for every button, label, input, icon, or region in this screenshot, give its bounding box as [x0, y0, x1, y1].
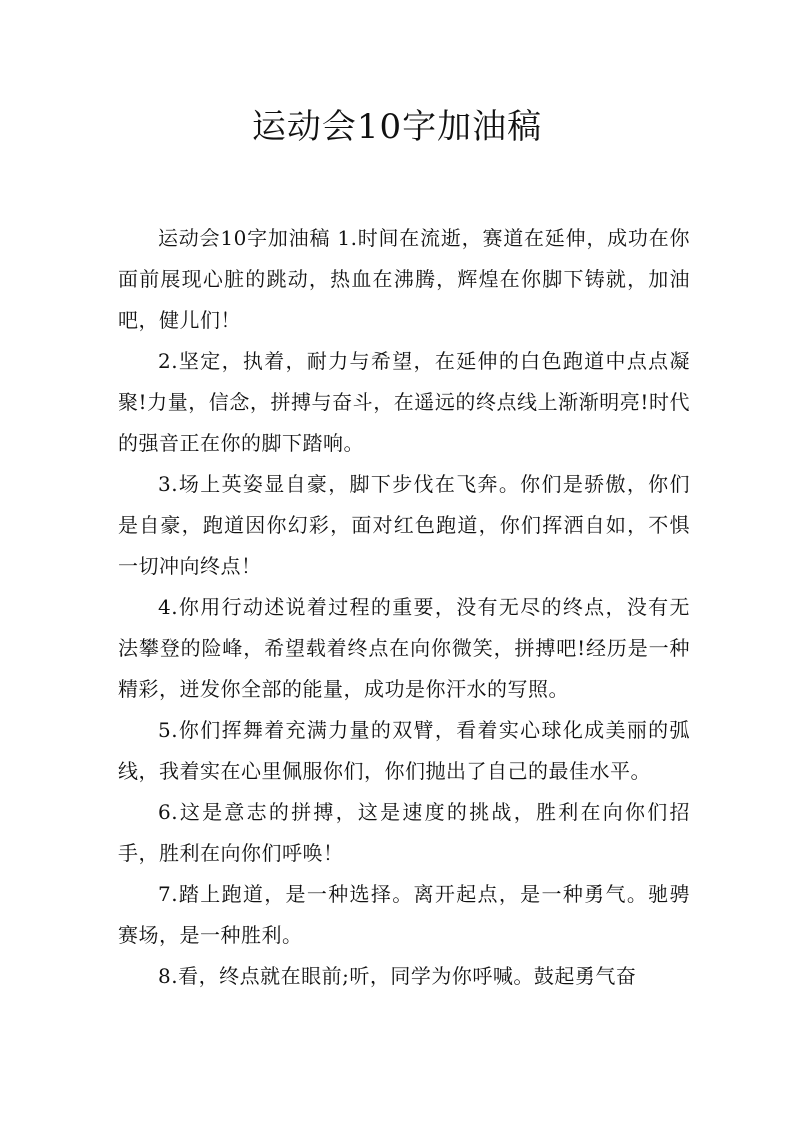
paragraph-6: 6.这是意志的拼搏，这是速度的挑战，胜利在向你们招手，胜利在向你们呼唤！ [118, 800, 690, 865]
paragraph-2: 2.坚定，执着，耐力与希望，在延伸的白色跑道中点点凝聚!力量，信念，拼搏与奋斗，在遥远的终点线上渐渐明亮!时代的强音正在你的脚下踏响。 [118, 349, 690, 455]
document-title: 运动会10字加油稿 [251, 107, 543, 147]
paragraph-7: 7.踏上跑道，是一种选择。离开起点，是一种勇气。驰骋赛场，是一种胜利。 [118, 882, 690, 947]
paragraph-3: 3.场上英姿显自豪，脚下步伐在飞奔。你们是骄傲，你们是自豪，跑道因你幻彩，面对红色跑道，你们挥洒自如，不惧一切冲向终点！ [118, 472, 690, 578]
paragraph-4: 4.你用行动述说着过程的重要，没有无尽的终点，没有无法攀登的险峰，希望载着终点在向你微笑，拼搏吧!经历是一种精彩，迸发你全部的能量，成功是你汗水的写照。 [118, 595, 690, 701]
document-body [118, 218, 690, 997]
paragraph-1: 运动会10字加油稿 1.时间在流逝，赛道在延伸，成功在你面前展现心脏的跳动，热血在沸腾，辉煌在你脚下铸就，加油吧，健儿们！ [118, 226, 690, 332]
paragraph-5: 5.你们挥舞着充满力量的双臂，看着实心球化成美丽的弧线，我着实在心里佩服你们，你们抛出了自己的最佳水平。 [118, 718, 690, 783]
paragraph-8: 8.看，终点就在眼前;听，同学为你呼喊。鼓起勇气奋 [158, 964, 637, 988]
